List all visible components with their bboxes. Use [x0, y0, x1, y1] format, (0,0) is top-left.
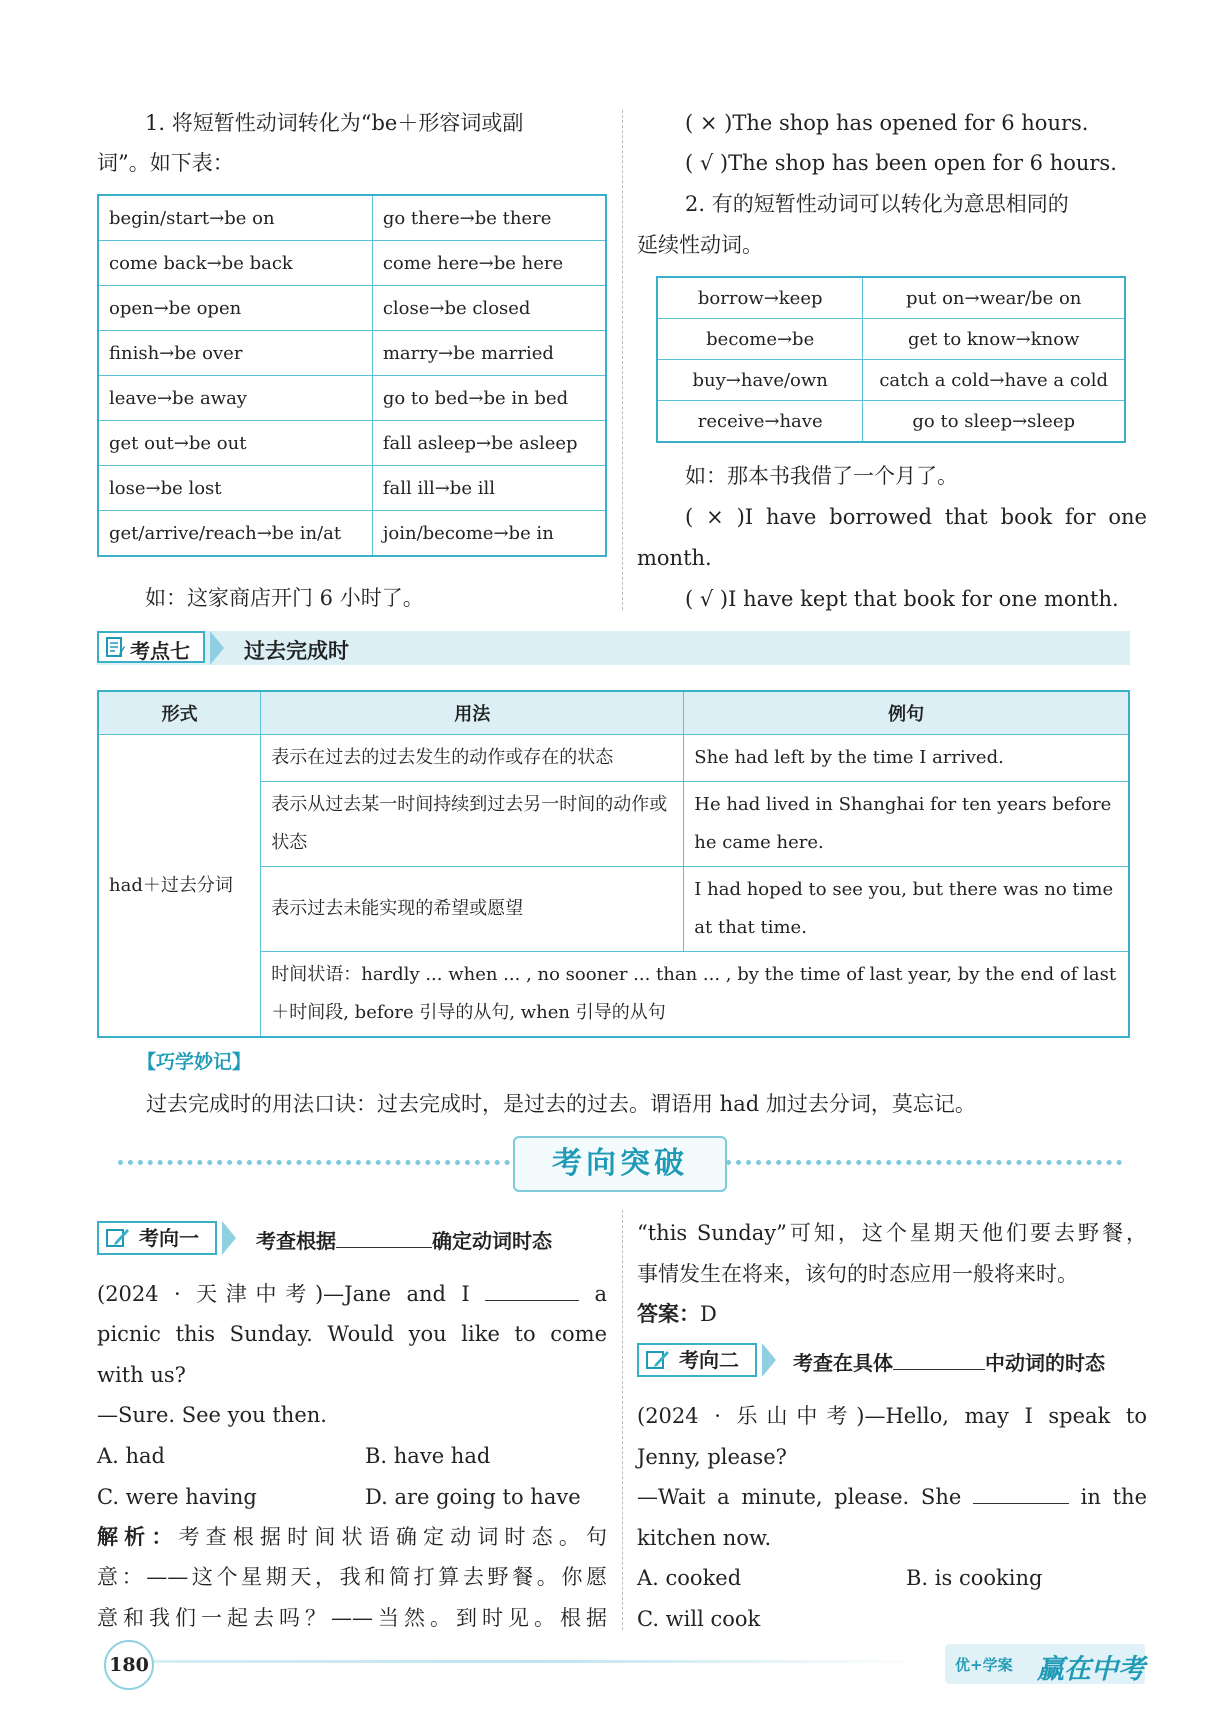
direction2-title: 考查在具体 中动词的时态 [793, 1351, 1105, 1375]
left-intro-line2: 词”。如下表： [97, 151, 234, 175]
table-row [98, 331, 606, 376]
table-row [98, 195, 606, 241]
section-title: 过去完成时 [244, 639, 349, 663]
tip-text: 过去完成时的用法口诀：过去完成时，是过去的过去。谓语用 had 加过去分词，莫忘记。 [146, 1092, 976, 1116]
direction1-chevron-icon [222, 1221, 236, 1255]
tip-label: 【巧学妙记】 [137, 1051, 252, 1073]
answer-blank [485, 1300, 579, 1301]
column-divider-top [622, 110, 623, 610]
table-cell: catch a cold→have a cold [863, 360, 1125, 401]
continuous-verb-conversion-table [656, 276, 1126, 443]
form-cell: had＋过去分词 [98, 735, 261, 1038]
q1-line2: picnic this Sunday. Would you like to come [97, 1322, 607, 1346]
page-number: 180 [104, 1640, 154, 1690]
usage-cell: 表示在过去的过去发生的动作或存在的状态 [261, 735, 684, 782]
q2-line2: Jenny, please? [637, 1445, 787, 1469]
title-blank [336, 1247, 432, 1248]
time-adverbials-cell: 时间状语：hardly ... when ... , no sooner ... than ... , by the time of last year, by the end of last＋时间段, before 引导的从句, when 引导的从句 [261, 952, 1129, 1038]
column-divider-bottom [622, 1210, 623, 1630]
section-banner: 考向突破 [513, 1136, 727, 1192]
section-chevron-icon [210, 631, 224, 665]
right-example-wrong-line1: ( × )I have borrowed that book for one [685, 505, 1147, 529]
q1-answer: 答案：D [637, 1301, 717, 1326]
table-cell: come here→be here [372, 241, 606, 286]
q2-line1: (2024 · 乐山中考)—Hello, may I speak to [637, 1404, 1147, 1428]
direction1-label: 考向一 [139, 1226, 199, 1250]
q1-line1: (2024 · 天津中考)—Jane and I a [97, 1282, 607, 1306]
table-cell: marry→be married [372, 331, 606, 376]
q2-line3: —Wait a minute, please. She in the [637, 1485, 1147, 1509]
example-cell: She had left by the time I arrived. [684, 735, 1129, 782]
right-example-right: ( √ )I have kept that book for one month. [685, 587, 1119, 611]
q2-option-b: B. is cooking [906, 1566, 1043, 1590]
q2-option-a: A. cooked [637, 1566, 742, 1590]
table-cell: receive→have [657, 401, 863, 443]
q2-option-c: C. will cook [637, 1607, 761, 1631]
table-row [657, 277, 1125, 319]
q1-line3: with us? [97, 1363, 186, 1387]
header-form: 形式 [98, 691, 261, 735]
q1-analysis-line3: 意和我们一起去吗？——当然。到时见。根据 [97, 1606, 607, 1630]
title-blank [893, 1369, 985, 1370]
table-cell: get out→be out [98, 421, 372, 466]
table-cell: join/become→be in [372, 511, 606, 557]
table-cell: lose→be lost [98, 466, 372, 511]
table-cell: borrow→keep [657, 277, 863, 319]
table-cell: put on→wear/be on [863, 277, 1125, 319]
table-cell: go to sleep→sleep [863, 401, 1125, 443]
table-cell: get/arrive/reach→be in/at [98, 511, 372, 557]
table-row [98, 421, 606, 466]
answer-blank [973, 1503, 1069, 1504]
example-cell: I had hoped to see you, but there was no time at that time. [684, 867, 1129, 952]
left-intro-line1: 1. 将短暂性动词转化为“be＋形容词或副 [145, 111, 524, 135]
section-label: 考点七 [130, 639, 190, 663]
table-cell: buy→have/own [657, 360, 863, 401]
table-row [98, 466, 606, 511]
table-cell: get to know→know [863, 319, 1125, 360]
table-cell: fall ill→be ill [372, 466, 606, 511]
footer-line [150, 1660, 930, 1663]
q1-analysis-line1: 解析：考查根据时间状语确定动词时态。句 [97, 1524, 607, 1549]
header-usage: 用法 [261, 691, 684, 735]
table-cell: close→be closed [372, 286, 606, 331]
table-cell: go there→be there [372, 195, 606, 241]
right-example-intro: 如：那本书我借了一个月了。 [685, 464, 958, 488]
direction1-label-box [97, 1221, 217, 1255]
past-perfect-table [97, 690, 1130, 1038]
table-row [657, 360, 1125, 401]
table-cell: leave→be away [98, 376, 372, 421]
right-example-wrong-line2: month. [637, 546, 712, 570]
table-row [657, 401, 1125, 443]
usage-cell: 表示从过去某一时间持续到过去另一时间的动作或状态 [261, 782, 684, 867]
brand-logo: 优+学案 赢在中考 [945, 1644, 1145, 1684]
table-cell: go to bed→be in bed [372, 376, 606, 421]
direction1-title: 考查根据 确定动词时态 [256, 1229, 552, 1253]
document-icon [104, 636, 126, 658]
example-cell: He had lived in Shanghai for ten years before he came here. [684, 782, 1129, 867]
header-example: 例句 [684, 691, 1129, 735]
left-example: 如：这家商店开门 6 小时了。 [145, 586, 424, 610]
example-wrong-1: ( × )The shop has opened for 6 hours. [685, 111, 1089, 135]
table-row [98, 286, 606, 331]
direction2-chevron-icon [762, 1343, 776, 1377]
table-cell: become→be [657, 319, 863, 360]
q1-option-a: A. had [97, 1444, 166, 1468]
table-cell: open→be open [98, 286, 372, 331]
q1-option-c: C. were having [97, 1485, 257, 1509]
q1-line4: —Sure. See you then. [97, 1403, 327, 1427]
pen-icon [645, 1348, 671, 1372]
q1-analysis-line5: 事情发生在将来，该句的时态应用一般将来时。 [637, 1262, 1078, 1286]
direction2-label-box [637, 1343, 757, 1377]
pen-icon [105, 1226, 131, 1250]
table-cell: finish→be over [98, 331, 372, 376]
q1-option-b: B. have had [365, 1444, 491, 1468]
table-row [98, 376, 606, 421]
short-verb-conversion-table [97, 194, 607, 557]
banner-dots-right [726, 1160, 1122, 1165]
q1-option-d: D. are going to have [365, 1485, 581, 1509]
table-row [98, 241, 606, 286]
banner-dots-left [118, 1160, 510, 1165]
direction2-label: 考向二 [679, 1348, 739, 1372]
table-row [98, 511, 606, 557]
q1-analysis-line4: “this Sunday”可知，这个星期天他们要去野餐， [637, 1221, 1147, 1245]
table-cell: begin/start→be on [98, 195, 372, 241]
usage-cell: 表示过去未能实现的希望或愿望 [261, 867, 684, 952]
point2-line2: 延续性动词。 [637, 233, 763, 257]
q2-line4: kitchen now. [637, 1526, 772, 1550]
q1-analysis-line2: 意：——这个星期天，我和简打算去野餐。你愿 [97, 1565, 607, 1589]
table-cell: come back→be back [98, 241, 372, 286]
table-cell: fall asleep→be asleep [372, 421, 606, 466]
point2-line1: 2. 有的短暂性动词可以转化为意思相同的 [685, 192, 1069, 216]
example-right-1: ( √ )The shop has been open for 6 hours. [685, 151, 1117, 175]
section-label-box [97, 631, 205, 663]
table-row [657, 319, 1125, 360]
